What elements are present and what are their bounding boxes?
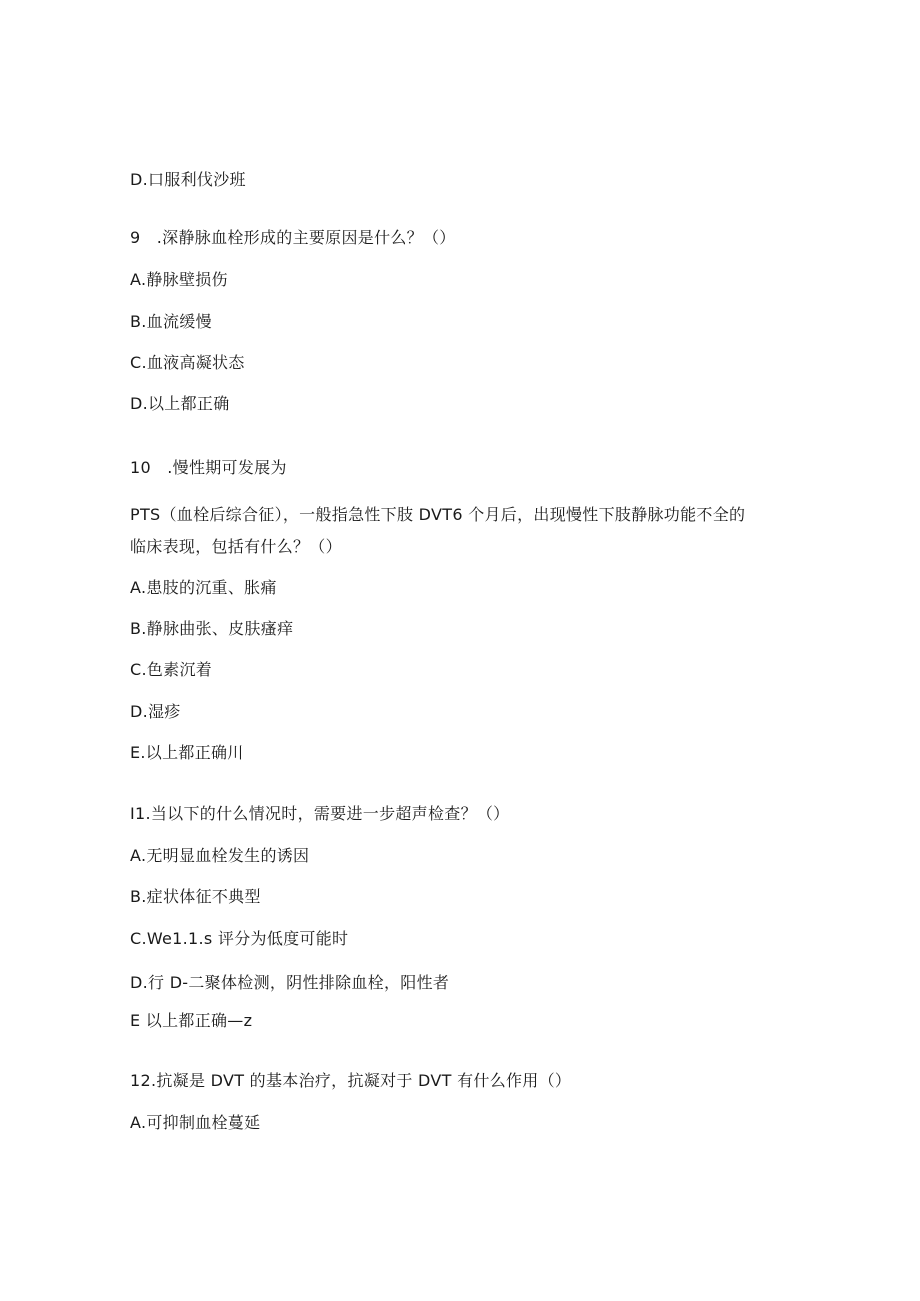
option-10c: C.色素沉着 — [130, 660, 213, 679]
option-12a: A.可抑制血栓蔓延 — [130, 1113, 261, 1132]
option-9b: B.血流缓慢 — [130, 312, 212, 331]
option-10d: D.湿疹 — [130, 702, 181, 721]
question-11: I1.当以下的什么情况时，需要进一步超声检查？（） — [130, 804, 510, 823]
option-9d: D.以上都正确 — [130, 394, 230, 413]
question-10-body-line-1: PTS（血栓后综合征），一般指急性下肢 DVT6 个月后，出现慢性下肢静脉功能不全的 — [130, 505, 746, 524]
option-9a: A.静脉壁损伤 — [130, 270, 228, 289]
option-11e: E 以上都正确—z — [130, 1011, 253, 1030]
option-10b: B.静脉曲张、皮肤瘙痒 — [130, 619, 294, 638]
option-10e: E.以上都正确川 — [130, 743, 244, 762]
question-12: 12.抗凝是 DVT 的基本治疗，抗凝对于 DVT 有什么作用（） — [130, 1071, 572, 1090]
option-10a: A.患肢的沉重、胀痛 — [130, 578, 277, 597]
option-11b: B.症状体征不典型 — [130, 887, 261, 906]
option-11a: A.无明显血栓发生的诱因 — [130, 846, 310, 865]
option-8d: D.口服利伐沙班 — [130, 170, 246, 189]
question-10-body-line-2: 临床表现，包括有什么？（） — [130, 537, 342, 556]
option-11c: C.We1.1.s 评分为低度可能时 — [130, 929, 349, 948]
option-11d: D.行 D-二聚体检测，阴性排除血栓，阳性者 — [130, 973, 450, 992]
option-9c: C.血液高凝状态 — [130, 353, 245, 372]
question-10: 10 .慢性期可发展为 — [130, 458, 287, 477]
question-9: 9 .深静脉血栓形成的主要原因是什么？（） — [130, 228, 456, 247]
